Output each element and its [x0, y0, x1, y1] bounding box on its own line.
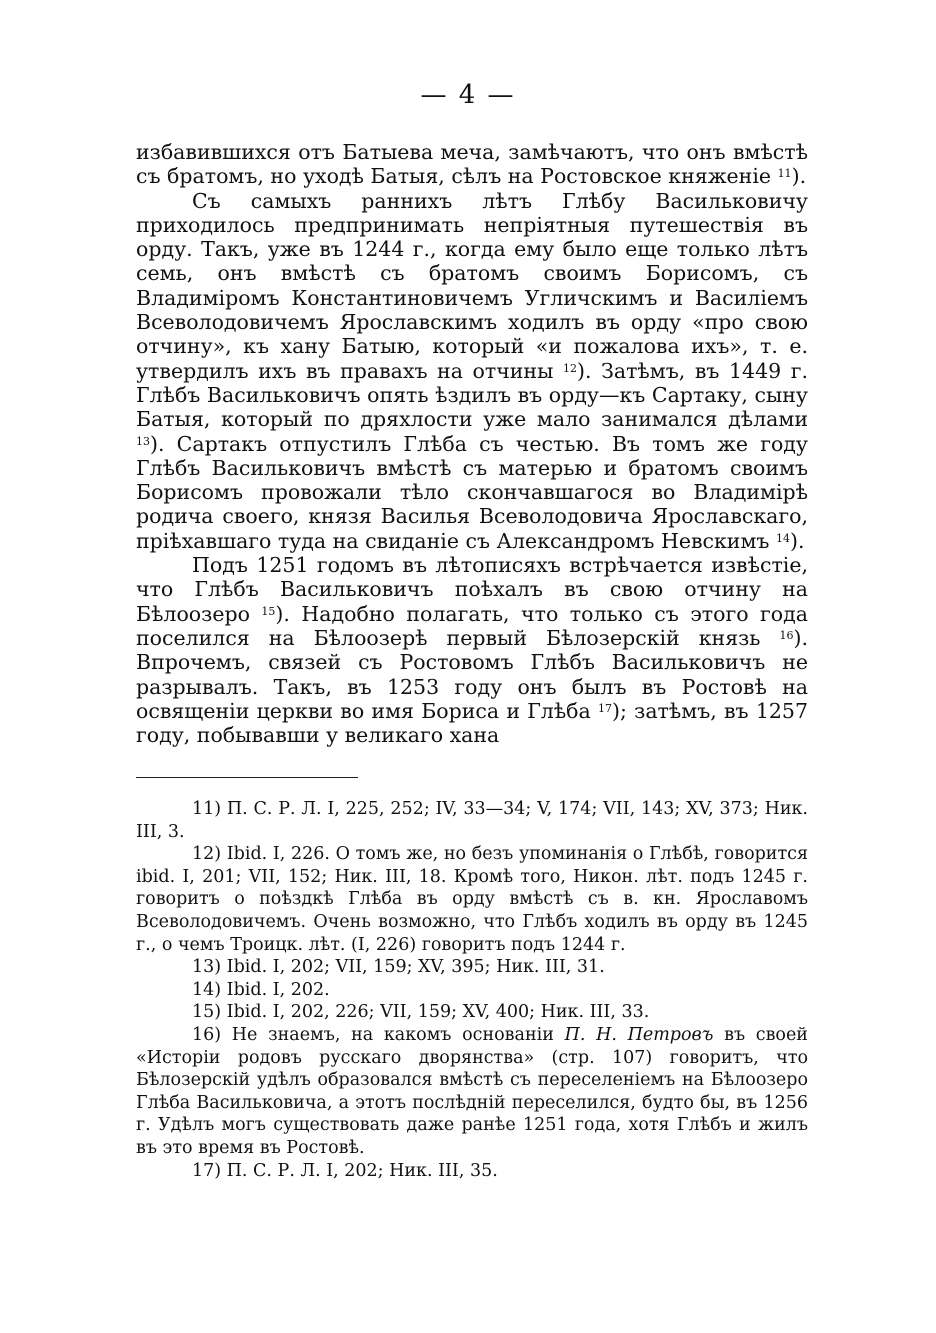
footnote-ref-16[interactable]: 16 [779, 628, 794, 642]
paragraph-2-part-a: Съ самыхъ раннихъ лѣтъ Глѣбу Васильковичу приходилось предпринимать непріятныя путешествія въ орду. Такъ, уже въ 1244 г., когда ему было еще только лѣтъ семь, онъ вмѣстѣ съ братомъ своимъ Борисомъ, съ Владиміромъ Константиновичемъ Угличскимъ и Василіемъ Всеволодовичемъ Ярославскимъ ходилъ въ орду «про свою отчину», къ хану Батыю, который «и пожалова ихъ», т. е. утвердилъ ихъ въ правахъ на отчины [136, 188, 808, 383]
footnote-ref-14[interactable]: 14 [776, 531, 790, 545]
footnote-divider [136, 777, 358, 778]
footnote-15: 15) Ibid. I, 202, 226; VII, 159; XV, 400; Ник. III, 33. [192, 1002, 650, 1023]
footnotes [136, 798, 808, 1182]
paragraph-1-end: . [799, 164, 807, 189]
footnote-16-author: П. Н. Петровъ [564, 1024, 714, 1045]
footnote-16-part-a: 16) Не знаемъ, на какомъ основаніи [192, 1024, 554, 1045]
paragraph-3-part-b: ). Надобно полагать, что только съ этого года поселился на Бѣлоозерѣ первый Бѣлозерскій князь [136, 601, 808, 650]
footnote-16 [136, 1024, 808, 1160]
footnote-13: 13) Ibid. I, 202; VII, 159; XV, 395; Ник. III, 31. [192, 957, 605, 978]
paragraph-1: избавившихся отъ Батыева меча, замѣчаютъ, что онъ вмѣстѣ съ братомъ, но уходѣ Батыя, сѣлъ на Ростовское княженіе $^{11}$). [136, 140, 808, 189]
paragraph-2 [136, 189, 808, 553]
paragraph-3-part-a: Подъ 1251 годомъ въ лѣтописяхъ встрѣчается извѣстіе, что Глѣбъ Васильковичъ поѣхалъ въ свою отчину на Бѣлоозеро [136, 553, 808, 626]
footnote-ref-12[interactable]: 12 [562, 361, 577, 375]
paragraph-1-text: избавившихся отъ Батыева меча, замѣчаютъ, что онъ вмѣстѣ съ братомъ, но уходѣ Батыя, сѣлъ на Ростовское княженіе [136, 140, 808, 189]
footnote-ref-11[interactable]: 11 [777, 167, 792, 181]
paragraph-3 [136, 553, 808, 747]
footnote-ref-15[interactable]: 15 [261, 604, 276, 618]
paragraph-3-part-d: ); затѣмъ, въ 1257 году, побывавши у великаго хана [136, 698, 808, 748]
footnote-11: 11) П. С. Р. Л. I, 225, 252; IV, 33—34; V, 174; VII, 143; XV, 373; Ник. III, 3. [136, 799, 808, 842]
paragraph-3-part-c: ). Впрочемъ, связей съ Ростовомъ Глѣбъ Васильковичъ не разрывалъ. Такъ, въ 1253 году онъ былъ въ Ростовѣ на освященіи церкви во имя Бориса и Глѣба [136, 625, 808, 723]
paragraph-2-part-d: ). [790, 528, 805, 553]
main-text [136, 140, 808, 747]
footnote-12: 12) Ibid. I, 226. О томъ же, но безъ упоминанія о Глѣбѣ, говорится ibid. I, 201; VII, 152; Ник. III, 18. Кромѣ того, Никон. лѣт. подъ 1245 г. говоритъ о поѣздкѣ Глѣба въ орду вмѣстѣ съ в. кн. Ярославомъ Всеволодовичемъ. Очень возможно, что Глѣбъ ходилъ въ орду въ 1245 г., о чемъ Троицк. лѣт. (I, 226) говоритъ подъ 1244 г. [136, 844, 808, 955]
paragraph-2-part-b: ). Затѣмъ, въ 1449 г. Глѣбъ Васильковичъ опять ѣздилъ въ орду—къ Сартаку, сыну Батыя, который по дряхлости уже мало занимался дѣлами [136, 358, 808, 432]
footnote-ref-17[interactable]: 17 [598, 701, 613, 715]
page-number: — 4 — [420, 80, 516, 110]
footnote-14: 14) Ibid. I, 202. [192, 979, 330, 1000]
footnote-16-part-b: въ своей «Исторіи родовъ русскаго дворянства» (стр. 107) говоритъ, что Бѣлозерскій удѣлъ образовался вмѣстѣ съ переселеніемъ на Бѣлоозеро Глѣба Васильковича, а этотъ послѣдній переселился, будто бы, въ 1256 г. Удѣлъ могъ существовать даже ранѣе 1251 года, хотя Глѣбъ и жилъ въ это время въ Ростовѣ. [136, 1024, 808, 1158]
footnote-ref-13[interactable]: 13 [136, 434, 150, 448]
footnote-17: 17) П. С. Р. Л. I, 202; Ник. III, 35. [192, 1160, 498, 1181]
paragraph-2-part-c: ). Сартакъ отпустилъ Глѣба съ честью. Въ томъ же году Глѣбъ Васильковичъ вмѣстѣ съ матерью и братомъ своимъ Борисомъ провожали тѣло скончавшагося во Владимірѣ родича своего, князя Василья Всеволодовича Ярославскаго, пріѣхавшаго туда на свиданіе съ Александромъ Невскимъ [136, 431, 808, 553]
